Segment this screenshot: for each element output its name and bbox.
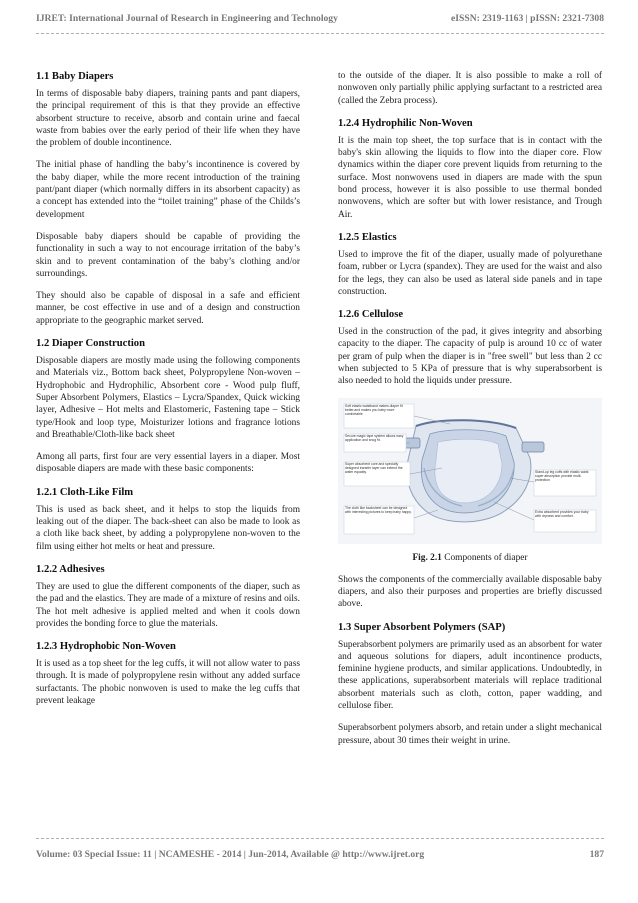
paragraph: Superabsorbent polymers are primarily used as an absorbent for water and aqueous solutions for diapers, adult incontinence products, feminine hygiene products, and similar applications. Undoubtedly, in these applications, superabsorbent materials will replace traditional absorbent materials such as cloth, cotton, paper wadding, and cellulose fiber.: [338, 639, 602, 712]
right-column: [338, 70, 602, 757]
section-heading: 1.2.5 Elastics: [338, 231, 397, 243]
page-number: 187: [589, 849, 604, 860]
paragraph: Disposable baby diapers should be capable of providing the functionality in such a way to not encourage irritation of the baby’s skin and to prevent contamination of the baby’s clothing and/or surroundings.: [36, 231, 300, 279]
section-super-absorbent-polymers: [338, 621, 602, 747]
section-adhesives: [36, 563, 300, 630]
paragraph: This is used as back sheet, and it helps to stop the liquids from leaking out of the diaper. The back-sheet can also be made to look as a cloth like back sheet, by adding a polypropylene non-woven to the film using either hot melts or heat and pressure.: [36, 504, 300, 552]
paragraph: In terms of disposable baby diapers, training pants and pant diapers, the principal requirement of this is that they provide an effective absorbent structure to receive, absorb and contain urine and faecal waste from babies over the early period of their life when they have the problem of double incontinence.: [36, 89, 300, 149]
paragraph: The initial phase of handling the baby’s incontinence is covered by the baby diaper, while the more recent introduction of the training pant/pant diaper (which normally differs in its absorbent capacity) as a concept has extended into the “toilet training” phase of the Childs’s development: [36, 160, 300, 220]
figure-caption: [338, 552, 602, 564]
section-cellulose: [338, 308, 602, 387]
footer-divider: [36, 838, 604, 839]
header-divider: [36, 33, 604, 34]
section-diaper-construction: [36, 337, 300, 476]
running-header: [36, 13, 604, 27]
left-column: [36, 70, 300, 717]
figure-label: Fig. 2.1: [412, 552, 442, 563]
callout-waistband: Soft elastic waistband makes diaper fit better,and makes you baby more comfortable: [345, 403, 403, 416]
paragraph: Among all parts, first four are very essential layers in a diaper. Most disposable diapers are made with these basic components:: [36, 452, 300, 475]
issn-numbers: eISSN: 2319-1163 | pISSN: 2321-7308: [451, 13, 604, 24]
callout-leg-cuffs: Stand-up leg cuffs with elastic waist super absorption provide multi-protection: [535, 469, 589, 482]
section-heading: 1.1 Baby Diapers: [36, 71, 114, 82]
section-cloth-like-film: [36, 486, 300, 553]
section-heading: 1.2.6 Cellulose: [338, 309, 404, 321]
paragraph: Disposable diapers are mostly made using the following components and Materials viz., Bottom back sheet, Polypropylene Non-woven – Hydrophobic and Hydrophilic, Absorbent core - Wood pulp fluff, Super Absorbent Polymers, Elastics – Lycra/Spandex, Quick wicking layer, Adhesive – Hot melts and Elastomeric, Fastening tape – Stick type/Hook and loop type, Moisturizer lotions and fragrance lotions and Breathable/Cloth-like back sheet: [36, 356, 300, 440]
paragraph: It is used as a top sheet for the leg cuffs, it will not allow water to pass through. It is made of polypropylene resin without any added surface surfactants. The phobic nonwoven is used to make the leg cuffs that prevent leakage: [36, 659, 300, 706]
paragraph: Used to improve the fit of the diaper, usually made of polyurethane foam, rubber or Lycra (spandex). They are used for the waist and also for the legs, they can also be used as lateral side panels and in tape construction.: [338, 249, 602, 297]
section-heading: 1.2.2 Adhesives: [36, 563, 105, 575]
callout-absorbent-core: Super absorbent core and specially designed transfer layer can extend the water equably.: [345, 461, 403, 474]
section-heading: 1.2 Diaper Construction: [36, 338, 145, 350]
section-heading: 1.2.1 Cloth-Like Film: [36, 486, 134, 498]
journal-title: IJRET: International Journal of Research in Engineering and Technology: [36, 13, 338, 24]
callout-extra-absorbent: Extra absorbent provides your baby with dryness and comfort.: [535, 509, 589, 518]
section-heading: 1.3 Super Absorbent Polymers (SAP): [338, 621, 506, 633]
paragraph: Shows the components of the commercially available disposable baby diapers, and also their purposes and properties are briefly discussed above.: [338, 574, 602, 610]
paragraph: It is the main top sheet, the top surface that is in contact with the baby's skin allowing the liquids to flow into the diaper core. Flow dynamics within the diaper core prevent liquids from returning to the surface. Most nonwovens used in diapers are made with the spun bond process, however it is also possible to use thermal bonded nonwovens, which are softer but with lower resistance, and Trough Air.: [338, 135, 602, 220]
paragraph-continued: to the outside of the diaper. It is also possible to make a roll of nonwoven only partially philic applying surfactant to a restricted area (called the Zebra process).: [338, 71, 602, 106]
volume-info: Volume: 03 Special Issue: 11 | NCAMESHE - 2014 | Jun-2014, Available @ http://www.ijret.org: [36, 849, 425, 860]
callout-magic-tape: Secure magic tape system allows easy application and snug fit.: [345, 433, 404, 442]
section-heading: 1.2.4 Hydrophilic Non-Woven: [338, 117, 473, 129]
diaper-components-figure: [338, 398, 602, 544]
diaper-illustration: [338, 398, 602, 544]
running-footer: [36, 849, 604, 863]
section-elastics: [338, 231, 602, 298]
section-hydrophobic-nonwoven: [36, 640, 300, 707]
paragraph: They should also be capable of disposal in a safe and efficient manner, be cost effective in use and of a design and construction appropriate to the geographic market served.: [36, 291, 300, 326]
paragraph: Used in the construction of the pad, it gives integrity and absorbing capacity to the diaper. The capacity of pulp is around 10 cc of water per gram of pulp when the diaper is in "free swell" but less than 2 cc when subjected to 5 KPa of pressure that is why superabsorbent is also needed to hold the liquids under pressure.: [338, 327, 602, 387]
figure-caption-text: Components of diaper: [441, 552, 528, 563]
paragraph: They are used to glue the different components of the diaper, such as the pad and the elastics. They are made of a mixture of resins and oils. The hot melt adhesive is applied melted and when it cools down provides the bonding force to glue the materials.: [36, 581, 300, 629]
section-heading: 1.2.3 Hydrophobic Non-Woven: [36, 641, 176, 653]
callout-backsheet: The cloth like backsheet can be designed with interesting pictures to keep baby happy.: [345, 505, 412, 514]
paragraph: Superabsorbent polymers absorb, and retain under a slight mechanical pressure, about 30 times their weight in urine.: [338, 723, 602, 746]
section-hydrophilic-nonwoven: [338, 117, 602, 221]
section-baby-diapers: [36, 70, 300, 327]
